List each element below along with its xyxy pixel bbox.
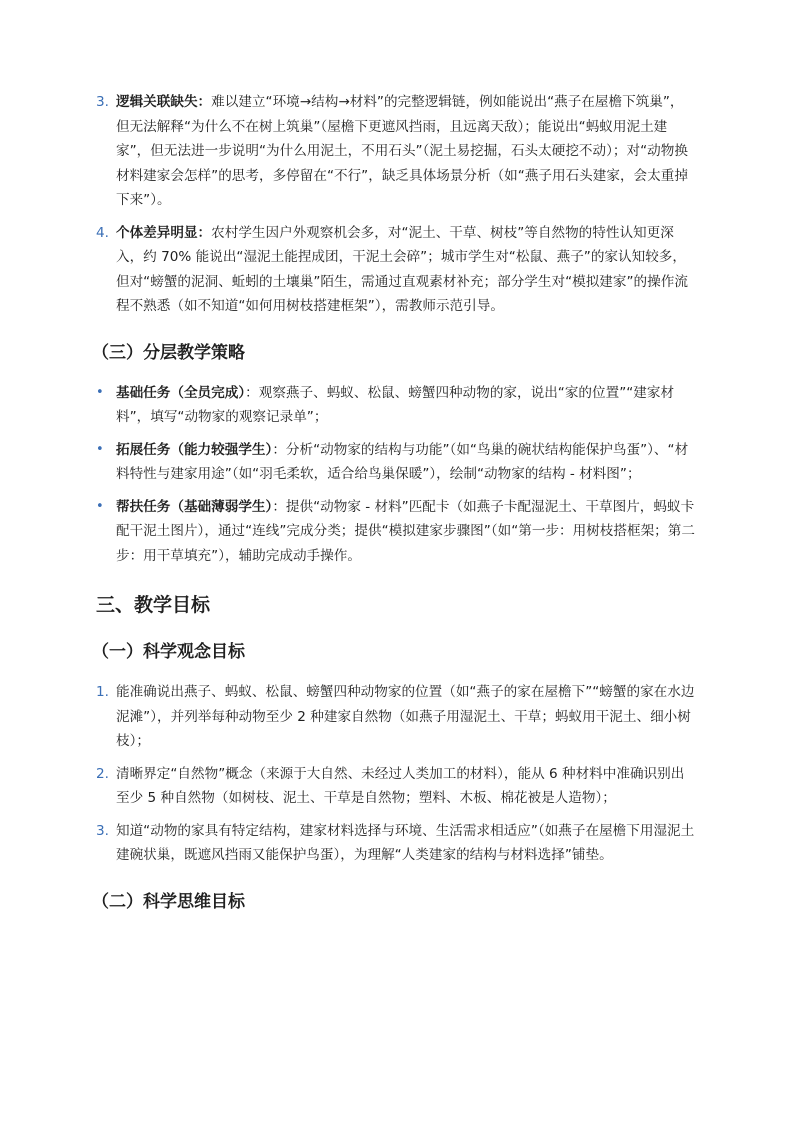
item-text: 农村学生因户外观察机会多，对“泥土、干草、树枝”等自然物的特性认知更深入，约 70% 能说出“湿泥土能捏成团，干泥土会碎”；城市学生对“松鼠、燕子”的家认知较多，但对“螃蟹的泥洞、蚯蚓的土壤巢”陌生，需通过直观素材补充；部分学生对“模拟建家”的操作流程不熟悉（如不知道“如何用树枝搭建框架”），需教师示范引导。	[116, 224, 688, 314]
list-marker: 3.	[96, 94, 109, 110]
heading-thinking-goals: （二）科学思维目标	[92, 891, 245, 912]
list-marker: 1.	[96, 684, 109, 700]
list-item	[96, 438, 696, 487]
bullet-dot-icon: •	[96, 498, 104, 514]
list-item	[96, 762, 696, 811]
list-item	[96, 90, 696, 213]
heading-teaching-goals: 三、教学目标	[96, 594, 211, 616]
list-item	[96, 221, 696, 319]
item-text: 难以建立“环境→结构→材料”的完整逻辑链，例如能说出“燕子在屋檐下筑巢”，但无法解释“为什么不在树上筑巢”（屋檐下更遮风挡雨，且远离天敌）；能说出“蚂蚁用泥土建家”，但无法进一步说明“为什么用泥土，不用石头”（泥土易挖掘，石头太硬挖不动）；对“动物换材料建家会怎样”的思考，多停留在“不行”，缺乏具体场景分析（如“燕子用石头建家，会太重掉下来”）。	[116, 94, 688, 208]
item-text: 知道“动物的家具有特定结构，建家材料选择与环境、生活需求相适应”（如燕子在屋檐下用湿泥土建碗状巢，既遮风挡雨又能保护鸟蛋），为理解“人类建家的结构与材料选择”铺垫。	[116, 822, 695, 863]
list-item	[96, 381, 696, 430]
item-text: 能准确说出燕子、蚂蚁、松鼠、螃蟹四种动物家的位置（如“燕子的家在屋檐下”“螃蟹的家在水边泥滩”），并列举每种动物至少 2 种建家自然物（如燕子用湿泥土、干草；蚂蚁用干泥土、细小树枝）；	[116, 684, 695, 749]
list-item	[96, 680, 696, 754]
list-item	[96, 819, 696, 868]
bullet-dot-icon: •	[96, 441, 104, 457]
item-text: ：提供“动物家 - 材料”匹配卡（如燕子卡配湿泥土、干草图片，蚂蚁卡配干泥土图片），通过“连线”完成分类；提供“模拟建家步骤图”（如“第一步：用树枝搭框架；第二步：用干草填充”），辅助完成动手操作。	[116, 498, 695, 564]
item-label: 逻辑关联缺失：	[116, 94, 212, 110]
item-label: 基础任务（全员完成）	[116, 384, 246, 401]
concept-goal-list	[96, 680, 696, 868]
learning-issue-list	[96, 90, 696, 319]
list-marker: 4.	[96, 224, 109, 241]
bullet-dot-icon: •	[96, 384, 104, 400]
list-marker: 3.	[96, 822, 109, 839]
strategy-list	[96, 381, 696, 569]
heading-tiered-strategy: （三）分层教学策略	[92, 342, 245, 363]
list-item	[96, 495, 696, 569]
list-marker: 2.	[96, 765, 109, 782]
item-label: 拓展任务（能力较强学生）	[116, 441, 273, 458]
item-text: 清晰界定“自然物”概念（来源于大自然、未经过人类加工的材料），能从 6 种材料中准确识别出至少 5 种自然物（如树枝、泥土、干草是自然物；塑料、木板、棉花被是人造物）；	[116, 765, 685, 806]
heading-concept-goals: （一）科学观念目标	[92, 642, 245, 662]
item-text: ：观察燕子、蚂蚁、松鼠、螃蟹四种动物的家，说出“家的位置”“建家材料”，填写“动物家的观察记录单”；	[116, 384, 675, 425]
item-text: ：分析“动物家的结构与功能”（如“鸟巢的碗状结构能保护鸟蛋”）、“材料特性与建家用途”（如“羽毛柔软，适合给鸟巢保暖”），绘制“动物家的结构 - 材料图”；	[116, 441, 689, 482]
item-label: 帮扶任务（基础薄弱学生）	[116, 498, 273, 515]
item-label: 个体差异明显：	[116, 224, 212, 241]
